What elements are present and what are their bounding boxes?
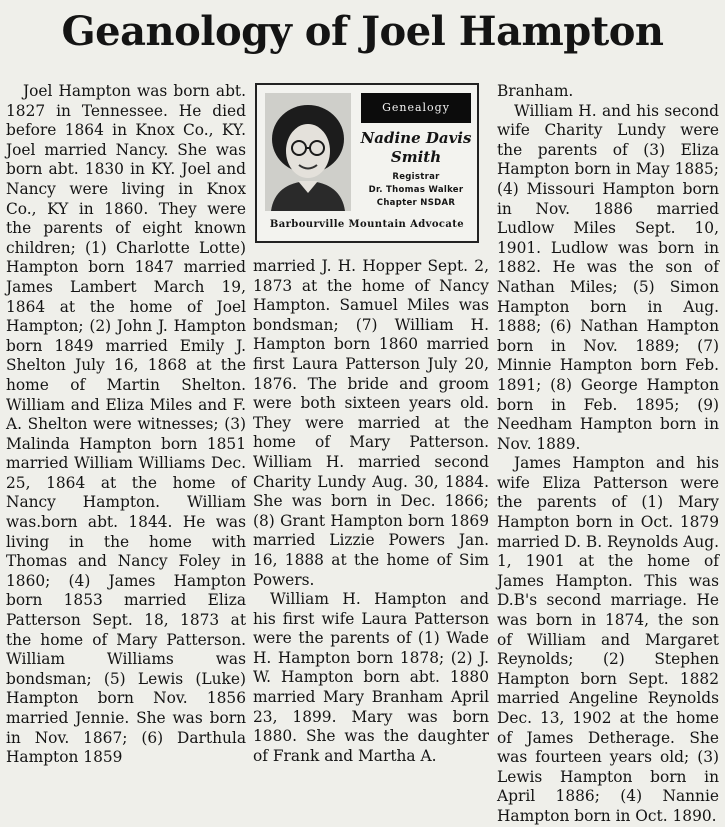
publication-name: Barbourville Mountain Advocate — [269, 219, 465, 230]
author-portrait-photo — [265, 93, 351, 211]
headline: Geanology of Joel Hampton — [61, 8, 664, 55]
credential-line: Registrar — [392, 172, 440, 182]
author-name-line: Nadine Davis — [360, 129, 472, 147]
columnist-byline-box — [255, 83, 479, 243]
column-tag-label: Genealogy — [361, 93, 471, 123]
author-portrait-icon — [265, 93, 351, 211]
credential-line: Dr. Thomas Walker — [368, 185, 464, 195]
article-column-1 — [6, 82, 246, 768]
author-name — [357, 129, 475, 167]
article-column-2 — [253, 257, 489, 766]
article-column-3 — [497, 82, 719, 827]
author-credentials — [357, 171, 475, 210]
article-paragraph: William H. and his second wife Charity Lundy were the parents of (3) Eliza Hampton born in May 1885; (4) Missouri Hampton born in Nov. 1886 married Ludlow Miles Sept. 10, 1901. Ludlow was born in 1882. He was the son of Nathan Miles; (5) Simon Hampton born in Aug. 1888; (6) Nathan Hampton born in Nov. 1889; (7) Minnie Hampton born Feb. 1891; (8) George Hampton born in Feb. 1895; (9) Needham Hampton born in Nov. 1889. — [497, 101, 719, 453]
article-paragraph: Joel Hampton was born abt. 1827 in Tennessee. He died before 1864 in Knox Co., KY. Joel married Nancy. She was born abt. 1830 in KY. Joel and Nancy were living in Knox Co., KY in 1860. They were the parents of eight known children; (1) Charlotte Lotte) Hampton born 1847 married James Lambert March 19, 1864 at the home of Joel Hampton; (2) John J. Hampton born 1849 married Emily J. Shelton July 16, 1868 at the home of Martin Shelton. William and Eliza Miles and F. A. Shelton were witnesses; (3) Malinda Hampton born 1851 married William Williams Dec. 25, 1864 at the home of Nancy Hampton. William was.born abt. 1844. He was living in the home with Thomas and Nancy Foley in 1860; (4) James Hampton born 1853 married Eliza Patterson Sept. 18, 1873 at the home of Mary Patterson. William Williams was bondsman; (5) Lewis (Luke) Hampton born Nov. 1856 married Jennie. She was born in Nov. 1867; (6) Darthula Hampton 1859 — [6, 82, 246, 767]
article-paragraph: Branham. — [497, 82, 574, 100]
article-paragraph: William H. Hampton and his first wife Laura Patterson were the parents of (1) Wade H. Hampton born 1878; (2) J. W. Hampton born abt. 1880 married Mary Branham April 23, 1899. Mary was born 1880. She was the daughter of Frank and Martha A. — [253, 590, 489, 765]
article-paragraph: married J. H. Hopper Sept. 2, 1873 at the home of Nancy Hampton. Samuel Miles was bondsman; (7) William H. Hampton born 1860 married first Laura Patterson July 20, 1876. The bride and groom were both sixteen years old. They were married at the home of Mary Patterson. William H. married second Charity Lundy Aug. 30, 1884. She was born in Dec. 1866; (8) Grant Hampton born 1869 married Lizzie Powers Jan. 16, 1888 at the home of Sim Powers. — [253, 257, 489, 589]
article-paragraph: James Hampton and his wife Eliza Patterson were the parents of (1) Mary Hampton born in Oct. 1879 married D. B. Reynolds Aug. 1, 1901 at the home of James Hampton. This was D.B's second marriage. He was born in 1874, the son of William and Margaret Reynolds; (2) Stephen Hampton born Sept. 1882 married Angeline Reynolds Dec. 13, 1902 at the home of James Detherage. She was fourteen years old; (3) Lewis Hampton born in April 1886; (4) Nannie Hampton born in Oct. 1890. — [497, 454, 719, 825]
author-name-line: Smith — [390, 148, 442, 166]
credential-line: Chapter NSDAR — [376, 198, 456, 208]
